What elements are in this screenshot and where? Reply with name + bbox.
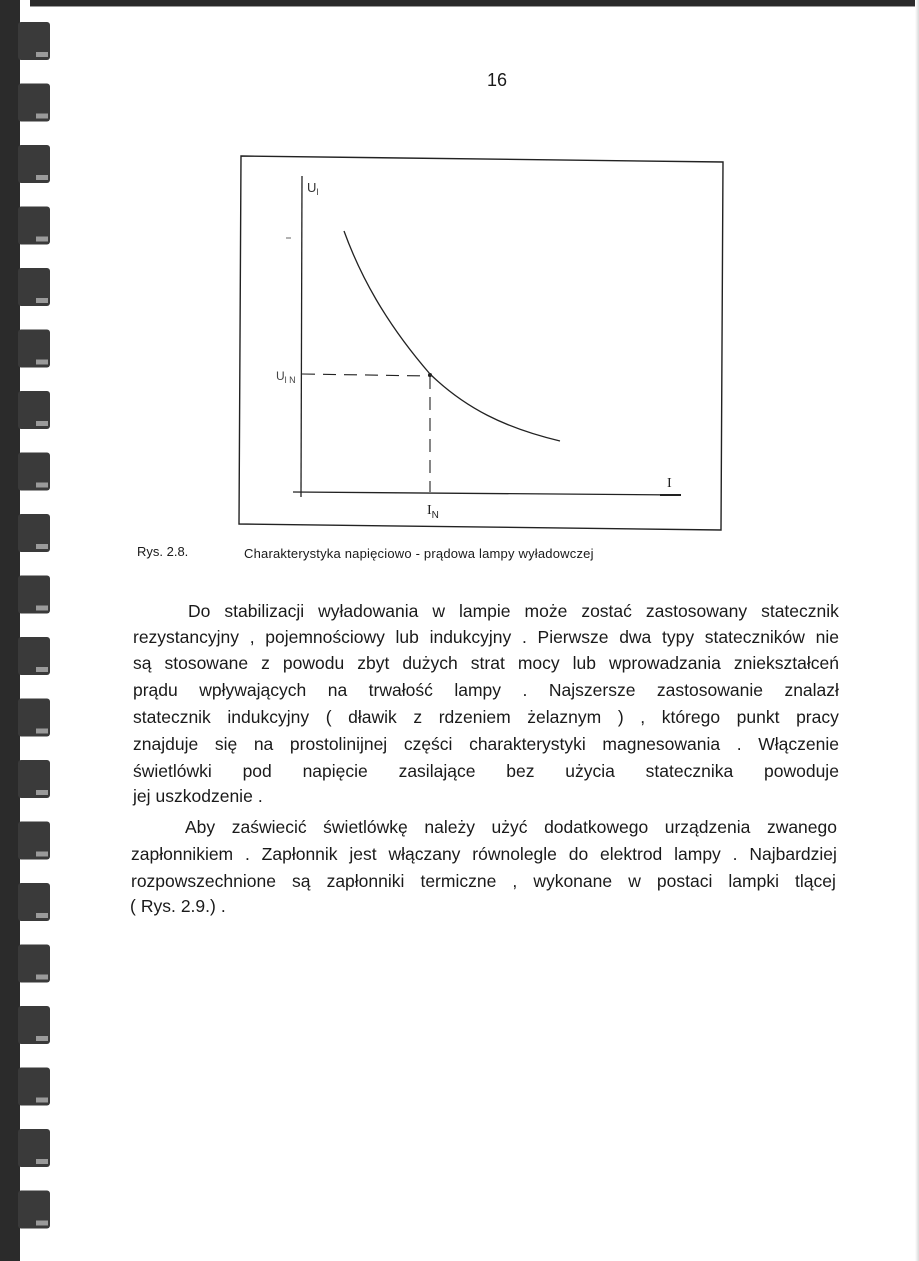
word: Aby [185, 817, 216, 837]
word: . [521, 627, 527, 647]
word: , [640, 707, 646, 727]
word: statecznik [761, 601, 839, 621]
word: są [133, 653, 152, 673]
word: statecznik [133, 707, 211, 727]
word: lampki [728, 871, 779, 891]
word: 2.9.) [180, 896, 216, 916]
word: do [568, 844, 589, 864]
voltage-current-figure [0, 0, 919, 600]
binding-hole [36, 667, 48, 672]
paragraph-line [133, 650, 839, 676]
word: charakterystyki [469, 734, 586, 754]
word: . [220, 896, 226, 916]
word: ) [617, 707, 624, 727]
word: dużych [402, 653, 458, 673]
word: na [253, 734, 274, 754]
word: ( [325, 707, 332, 727]
word: napięcie [302, 761, 368, 781]
word: Najszersze [548, 680, 636, 700]
word: świetlówkę [323, 817, 408, 837]
word: , [249, 627, 255, 647]
word: jest [349, 844, 377, 864]
paragraph-line [133, 624, 839, 650]
y-axis [301, 176, 302, 497]
binding-hole [36, 1036, 48, 1041]
word: . [257, 786, 263, 806]
binding-hole [36, 913, 48, 918]
word: się [214, 734, 238, 754]
word: wyładowania [318, 601, 419, 621]
word: elektrod [600, 844, 663, 864]
word: termiczne [420, 871, 497, 891]
word: lampy [454, 680, 502, 700]
paragraph-line [130, 893, 836, 919]
paragraph-line [133, 731, 839, 757]
word: zapłonnikiem [131, 844, 234, 864]
word: lub [572, 653, 596, 673]
x-mark-label: $I_N$ [427, 503, 439, 521]
word: statecznika [645, 761, 734, 781]
word: lampy [674, 844, 721, 864]
word: Zapłonnik [261, 844, 338, 864]
word: ( [130, 896, 136, 916]
word: . [732, 844, 738, 864]
binding-hole [36, 852, 48, 857]
word: tlącej [795, 871, 836, 891]
word: części [403, 734, 453, 754]
word: prostolinijnej [289, 734, 388, 754]
word: jej [133, 786, 151, 806]
caption-text: Charakterystyka napięciowo - prądowa lampy wyładowczej [244, 546, 594, 561]
paragraph-line [133, 758, 839, 784]
binding-hole [36, 975, 48, 980]
paragraph-line [133, 704, 839, 730]
word: dodatkowego [544, 817, 649, 837]
word: lub [395, 627, 419, 647]
paragraph-line [131, 841, 837, 867]
word: użyć [491, 817, 528, 837]
word: są [292, 871, 311, 891]
word: znalazł [784, 680, 839, 700]
paragraph-line [133, 677, 839, 703]
paragraph-line [131, 868, 836, 894]
word: w [432, 601, 445, 621]
word: zasilające [398, 761, 476, 781]
word: może [524, 601, 568, 621]
word: wykonane [533, 871, 613, 891]
binding-hole [36, 1221, 48, 1226]
word: typy [661, 627, 695, 647]
word: Włączenie [758, 734, 839, 754]
word: trwałość [368, 680, 433, 700]
word: wprowadzania [609, 653, 721, 673]
y-axis-label: $U_l$ [307, 180, 319, 197]
word: , [512, 871, 518, 891]
word: pojemnościowy [265, 627, 385, 647]
word: rdzeniem [438, 707, 511, 727]
x-axis-label: I [667, 476, 672, 491]
caption-number: Rys. 2.8. [137, 544, 189, 559]
operating-point [428, 373, 432, 377]
word: mocy [517, 653, 560, 673]
word: indukcyjny [429, 627, 512, 647]
word: w [628, 871, 641, 891]
word: . [522, 680, 528, 700]
word: prądu [133, 680, 178, 700]
word: urządzenia [664, 817, 751, 837]
word: lampie [458, 601, 511, 621]
word: rozpowszechnione [131, 871, 276, 891]
word: powodu [282, 653, 345, 673]
binding-hole [36, 729, 48, 734]
word: znajduje [133, 734, 199, 754]
word: bez [506, 761, 535, 781]
word: żelaznym [527, 707, 602, 727]
word: uszkodzenie [155, 786, 253, 806]
x-axis [293, 492, 681, 495]
word: pod [242, 761, 272, 781]
word: z [413, 707, 423, 727]
word: postaci [656, 871, 713, 891]
word: nie [815, 627, 839, 647]
binding-hole [36, 790, 48, 795]
paragraph-line [185, 814, 837, 840]
word: zbyt [357, 653, 390, 673]
word: indukcyjny [227, 707, 310, 727]
word: zostać [581, 601, 632, 621]
binding-hole [36, 1098, 48, 1103]
word: zniekształceń [733, 653, 839, 673]
word: punkt [736, 707, 780, 727]
word: wpływających [199, 680, 307, 700]
word: Najbardziej [749, 844, 837, 864]
word: stabilizacji [224, 601, 305, 621]
word: stateczników [704, 627, 805, 647]
figure-frame [239, 156, 723, 530]
page-number: 16 [487, 70, 508, 90]
word: należy [424, 817, 475, 837]
word: którego [661, 707, 721, 727]
word: Rys. [140, 896, 176, 916]
word: włączany [388, 844, 461, 864]
word: zaświecić [231, 817, 307, 837]
word: zastosowany [645, 601, 748, 621]
paragraph-line [133, 783, 839, 809]
word: pracy [796, 707, 839, 727]
y-mark-label: $U_{l N}$ [276, 369, 296, 385]
word: Pierwsze [537, 627, 609, 647]
word: . [736, 734, 742, 754]
word: dwa [619, 627, 652, 647]
binding-hole [36, 1159, 48, 1164]
binding-hole [36, 606, 48, 611]
operating-point-h-dash [302, 374, 430, 376]
word: stosowane [164, 653, 249, 673]
word: powoduje [764, 761, 839, 781]
word: magnesowania [602, 734, 721, 754]
word: . [244, 844, 250, 864]
word: dławik [348, 707, 397, 727]
characteristic-curve [344, 231, 560, 441]
word: równolegle [472, 844, 557, 864]
word: zapłonniki [326, 871, 405, 891]
word: użycia [565, 761, 615, 781]
word: na [327, 680, 348, 700]
word: Do [188, 601, 211, 621]
word: strat [470, 653, 505, 673]
word: świetlówki [133, 761, 212, 781]
word: zwanego [766, 817, 837, 837]
word: z [261, 653, 270, 673]
word: zastosowanie [656, 680, 763, 700]
word: rezystancyjny [133, 627, 240, 647]
paragraph-line [188, 598, 839, 624]
